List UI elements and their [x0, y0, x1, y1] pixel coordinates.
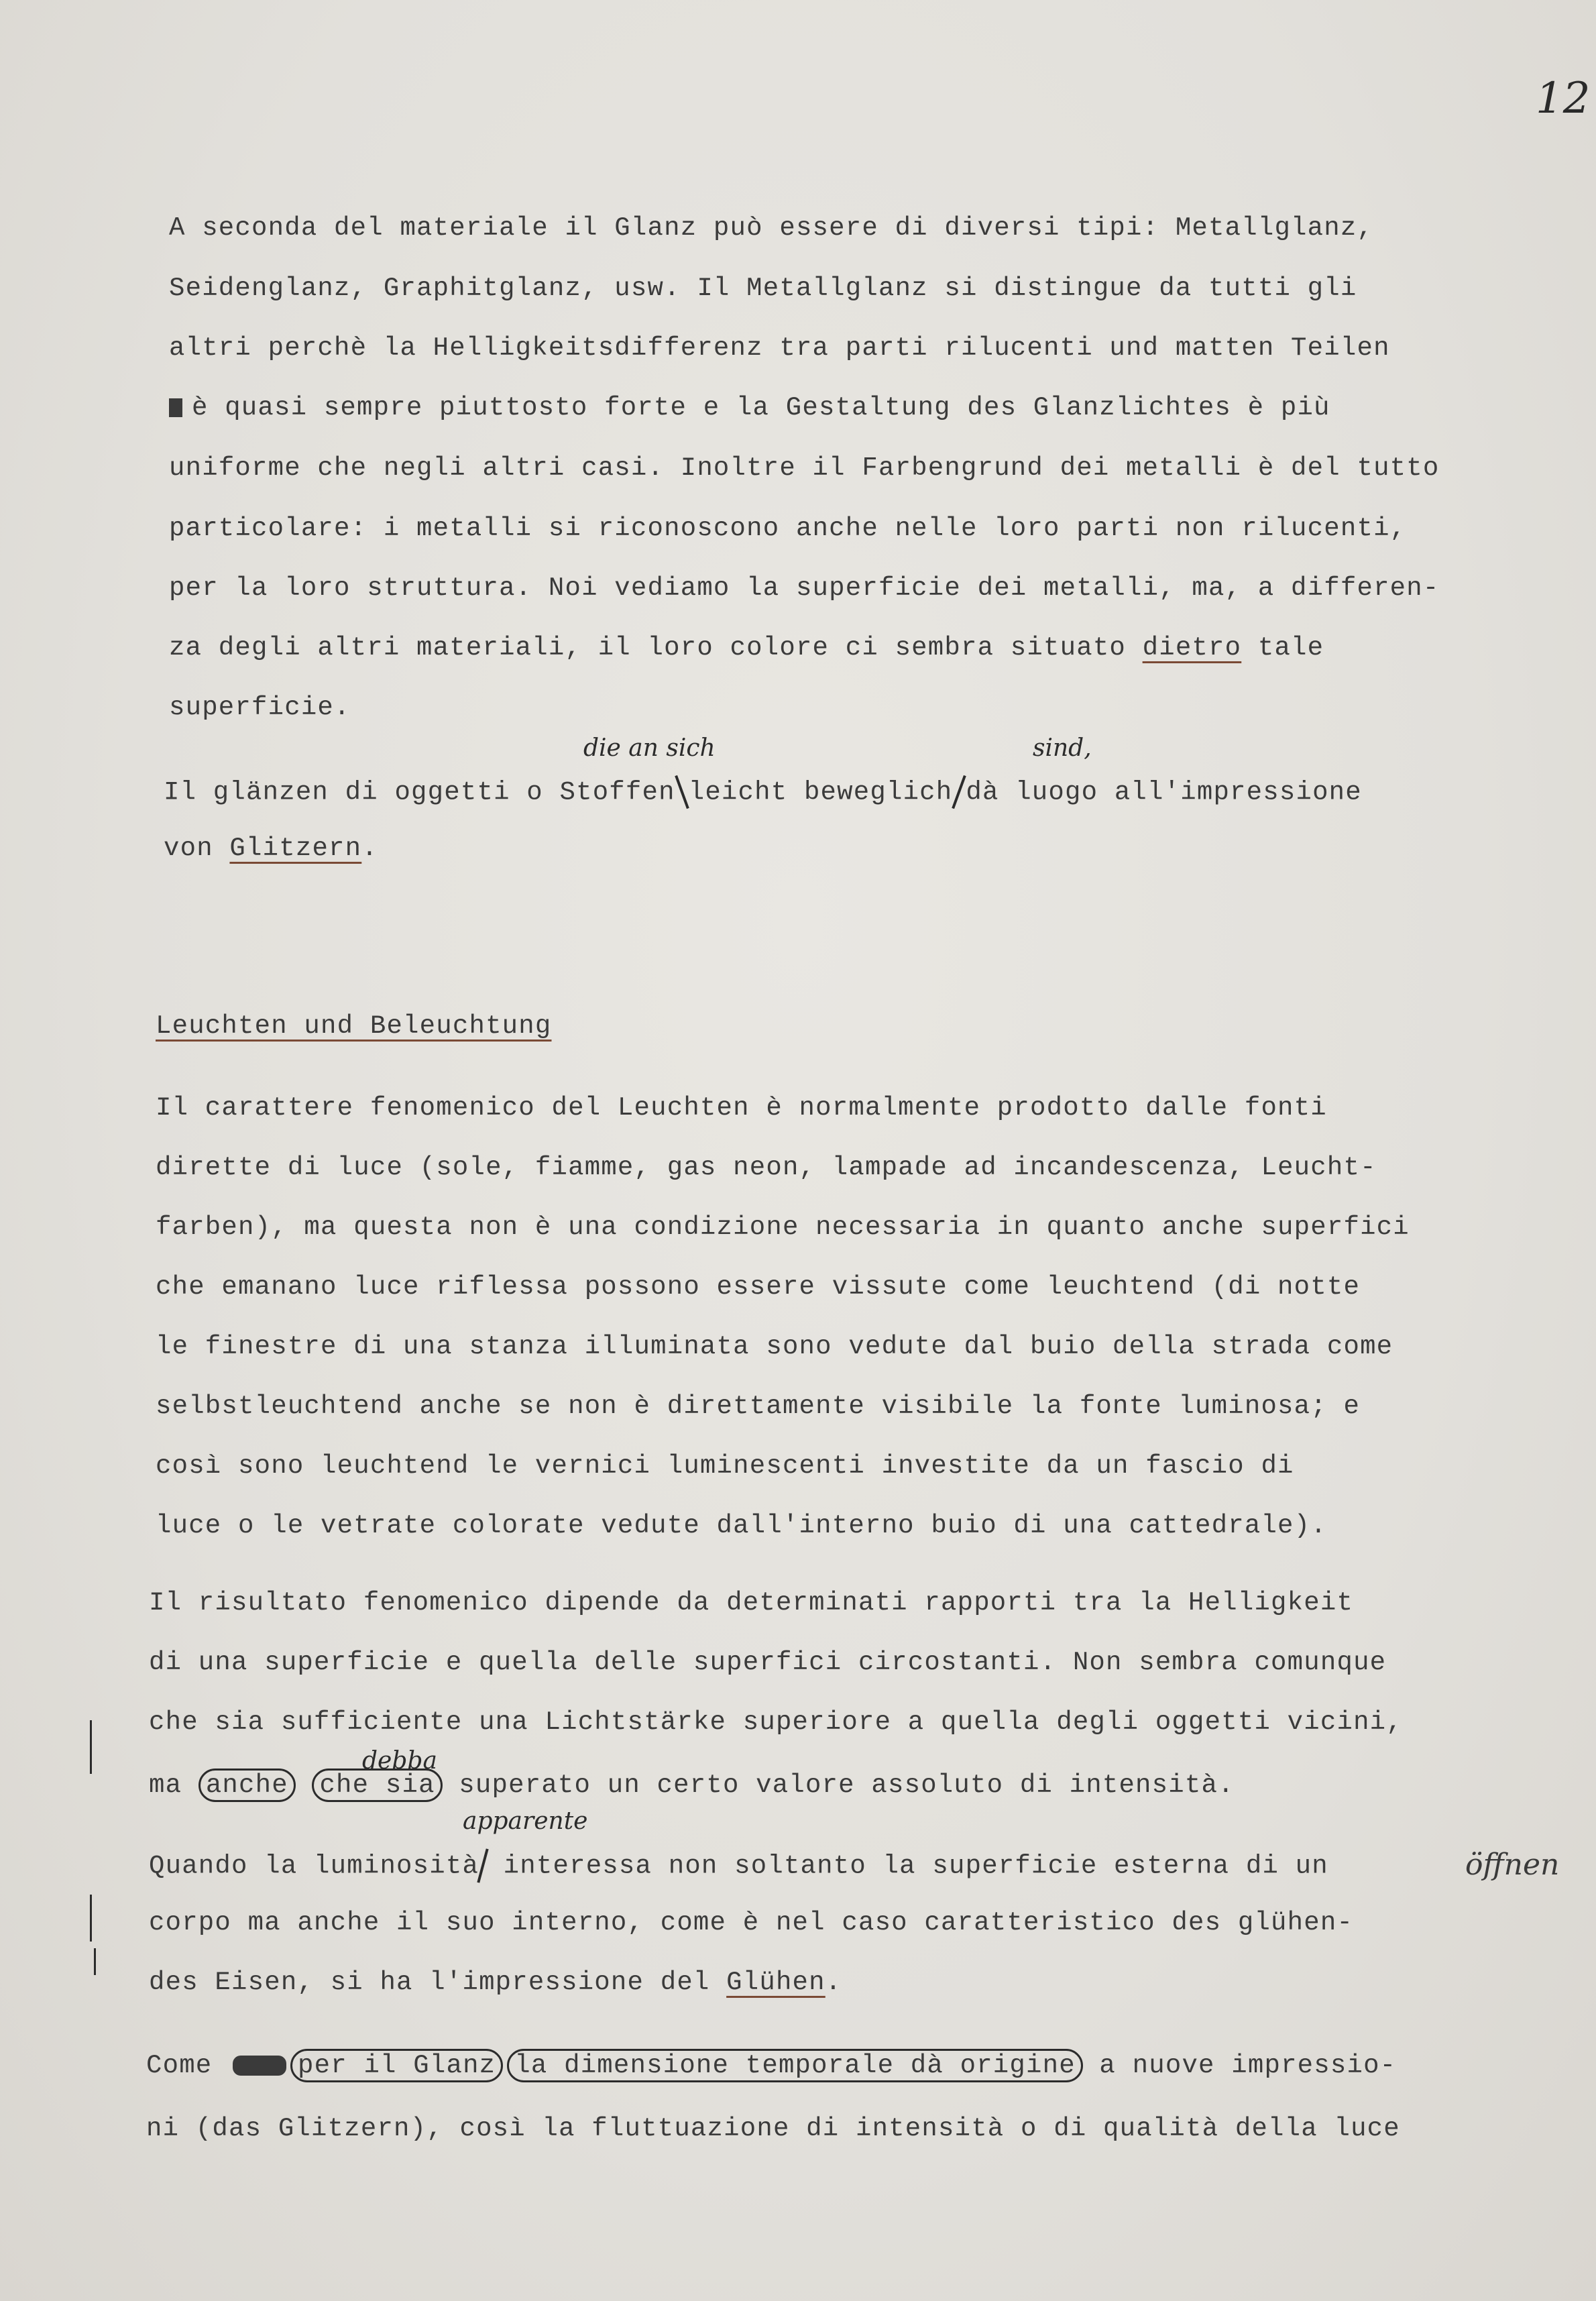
paragraph-5-line-3-after: . [825, 1968, 842, 1997]
underlined-gluhen: Glühen [726, 1968, 825, 1997]
paragraph-5-line-1-part-a: Quando la luminosità [149, 1851, 479, 1881]
paragraph-1-line-9: superficie. [169, 693, 351, 722]
paragraph-4-line-4-part-b: superato un certo valore assoluto di intensità. [459, 1771, 1235, 1800]
paragraph-1-line-2: Seidenglanz, Graphitglanz, usw. Il Metallglanz si distingue da tutti gli [169, 274, 1357, 303]
paragraph-1-line-7: per la loro struttura. Noi vediamo la superficie dei metalli, ma, a differen- [169, 573, 1440, 603]
paragraph-2-line-2-after: . [361, 834, 378, 863]
handwritten-debba: debba [362, 1747, 437, 1775]
paragraph-5-line-3 [149, 1968, 842, 1997]
underlined-dietro: dietro [1142, 633, 1242, 663]
paragraph-1-line-4 [169, 393, 1330, 423]
paragraph-1-line-8-before: za degli altri materiali, il loro colore ci sembra situato [169, 633, 1143, 663]
paragraph-1-line-6: particolare: i metalli si riconoscono anche nelle loro parti non rilucenti, [169, 514, 1407, 543]
paragraph-5-line-3-before: des Eisen, si ha l'impressione del [149, 1968, 727, 1997]
paragraph-5-line-1 [149, 1848, 1328, 1883]
circled-dimensione-temporale: la dimensione temporale dà origine [507, 2049, 1083, 2082]
insertion-mark-1 [675, 775, 689, 809]
paragraph-2-line-2 [164, 834, 378, 863]
heading-text: Leuchten und Beleuchtung [156, 1011, 552, 1041]
margin-mark-1 [90, 1720, 92, 1774]
page-number: 12 [1536, 74, 1591, 123]
margin-note-right: öffnen [1465, 1848, 1560, 1882]
paragraph-6-line-2: ni (das Glitzern), così la fluttuazione di intensità o di qualità della luce [146, 2114, 1400, 2143]
paragraph-4-line-2: di una superficie e quella delle superfici circostanti. Non sembra comunque [149, 1648, 1387, 1677]
paragraph-3-line-5: le finestre di una stanza illuminata sono vedute dal buio della strada come [156, 1332, 1393, 1361]
paragraph-6-line-1 [146, 2051, 1396, 2080]
paragraph-1-line-1: A seconda del materiale il Glanz può essere di diversi tipi: Metallglanz, [169, 213, 1374, 243]
paragraph-2-line-1 [164, 775, 1362, 809]
paragraph-1-line-3: altri perchè la Helligkeitsdifferenz tra parti rilucenti und matten Teilen [169, 333, 1390, 363]
insertion-mark-2 [952, 775, 967, 809]
paragraph-3-line-3: farben), ma questa non è una condizione necessaria in quanto anche superfici [156, 1213, 1410, 1242]
paragraph-2-line-1-part-b: leicht beweglich [688, 777, 953, 807]
handwritten-sind: sind, [1033, 734, 1092, 762]
typed-over-mark [169, 398, 182, 417]
paragraph-2-line-1-part-c: dà luogo all'impressione [966, 777, 1362, 807]
circled-che-sia: che sia [312, 1769, 442, 1802]
margin-mark-2 [90, 1895, 92, 1942]
paragraph-4-line-4 [149, 1771, 1235, 1800]
paragraph-3-line-8: luce o le vetrate colorate vedute dall'interno buio di una cattedrale). [156, 1511, 1327, 1540]
paragraph-5-line-1-part-b: interessa non soltanto la superficie esterna di un [487, 1851, 1328, 1881]
margin-mark-3 [94, 1948, 96, 1975]
paragraph-3-line-2: dirette di luce (sole, fiamme, gas neon, lampade ad incandescenza, Leucht- [156, 1153, 1377, 1182]
paragraph-2-line-2-before: von [164, 834, 230, 863]
paragraph-5-line-2: corpo ma anche il suo interno, come è nel caso caratteristico des glühen- [149, 1908, 1354, 1938]
paragraph-1-line-8 [169, 633, 1324, 663]
paragraph-1-line-5: uniforme che negli altri casi. Inoltre il Farbengrund dei metalli è del tutto [169, 453, 1440, 483]
crossed-out-blot [233, 2056, 286, 2076]
circled-anche: anche [198, 1769, 296, 1802]
handwritten-apparente: apparente [463, 1807, 588, 1835]
handwritten-die-an-sich: die an sich [583, 734, 716, 762]
paragraph-1-line-8-after: tale [1241, 633, 1324, 663]
paragraph-4-line-3: che sia sufficiente una Lichtstärke superiore a quella degli oggetti vicini, [149, 1707, 1403, 1737]
paragraph-3-line-6: selbstleuchtend anche se non è direttamente visibile la fonte luminosa; e [156, 1392, 1361, 1421]
paragraph-1-line-4-text: è quasi sempre piuttosto forte e la Gestaltung des Glanzlichtes è più [192, 393, 1330, 423]
paragraph-6-line-1-part-a: Come [146, 2051, 213, 2080]
circled-per-il-glanz: per il Glanz [290, 2049, 503, 2082]
paragraph-6-line-1-part-b: a nuove impressio- [1099, 2051, 1397, 2080]
paragraph-3-line-1: Il carattere fenomenico del Leuchten è normalmente prodotto dalle fonti [156, 1093, 1327, 1123]
paragraph-4-line-1: Il risultato fenomenico dipende da determinati rapporti tra la Helligkeit [149, 1588, 1354, 1618]
paragraph-3-line-7: così sono leuchtend le vernici luminescenti investite da un fascio di [156, 1451, 1294, 1481]
section-heading [156, 1011, 552, 1041]
paragraph-2-line-1-part-a: Il glänzen di oggetti o Stoffen [164, 777, 675, 807]
paragraph-4-line-4-part-a: ma [149, 1771, 198, 1800]
underlined-glitzern: Glitzern [229, 834, 362, 863]
paragraph-3-line-4: che emanano luce riflessa possono essere vissute come leuchtend (di notte [156, 1272, 1361, 1302]
